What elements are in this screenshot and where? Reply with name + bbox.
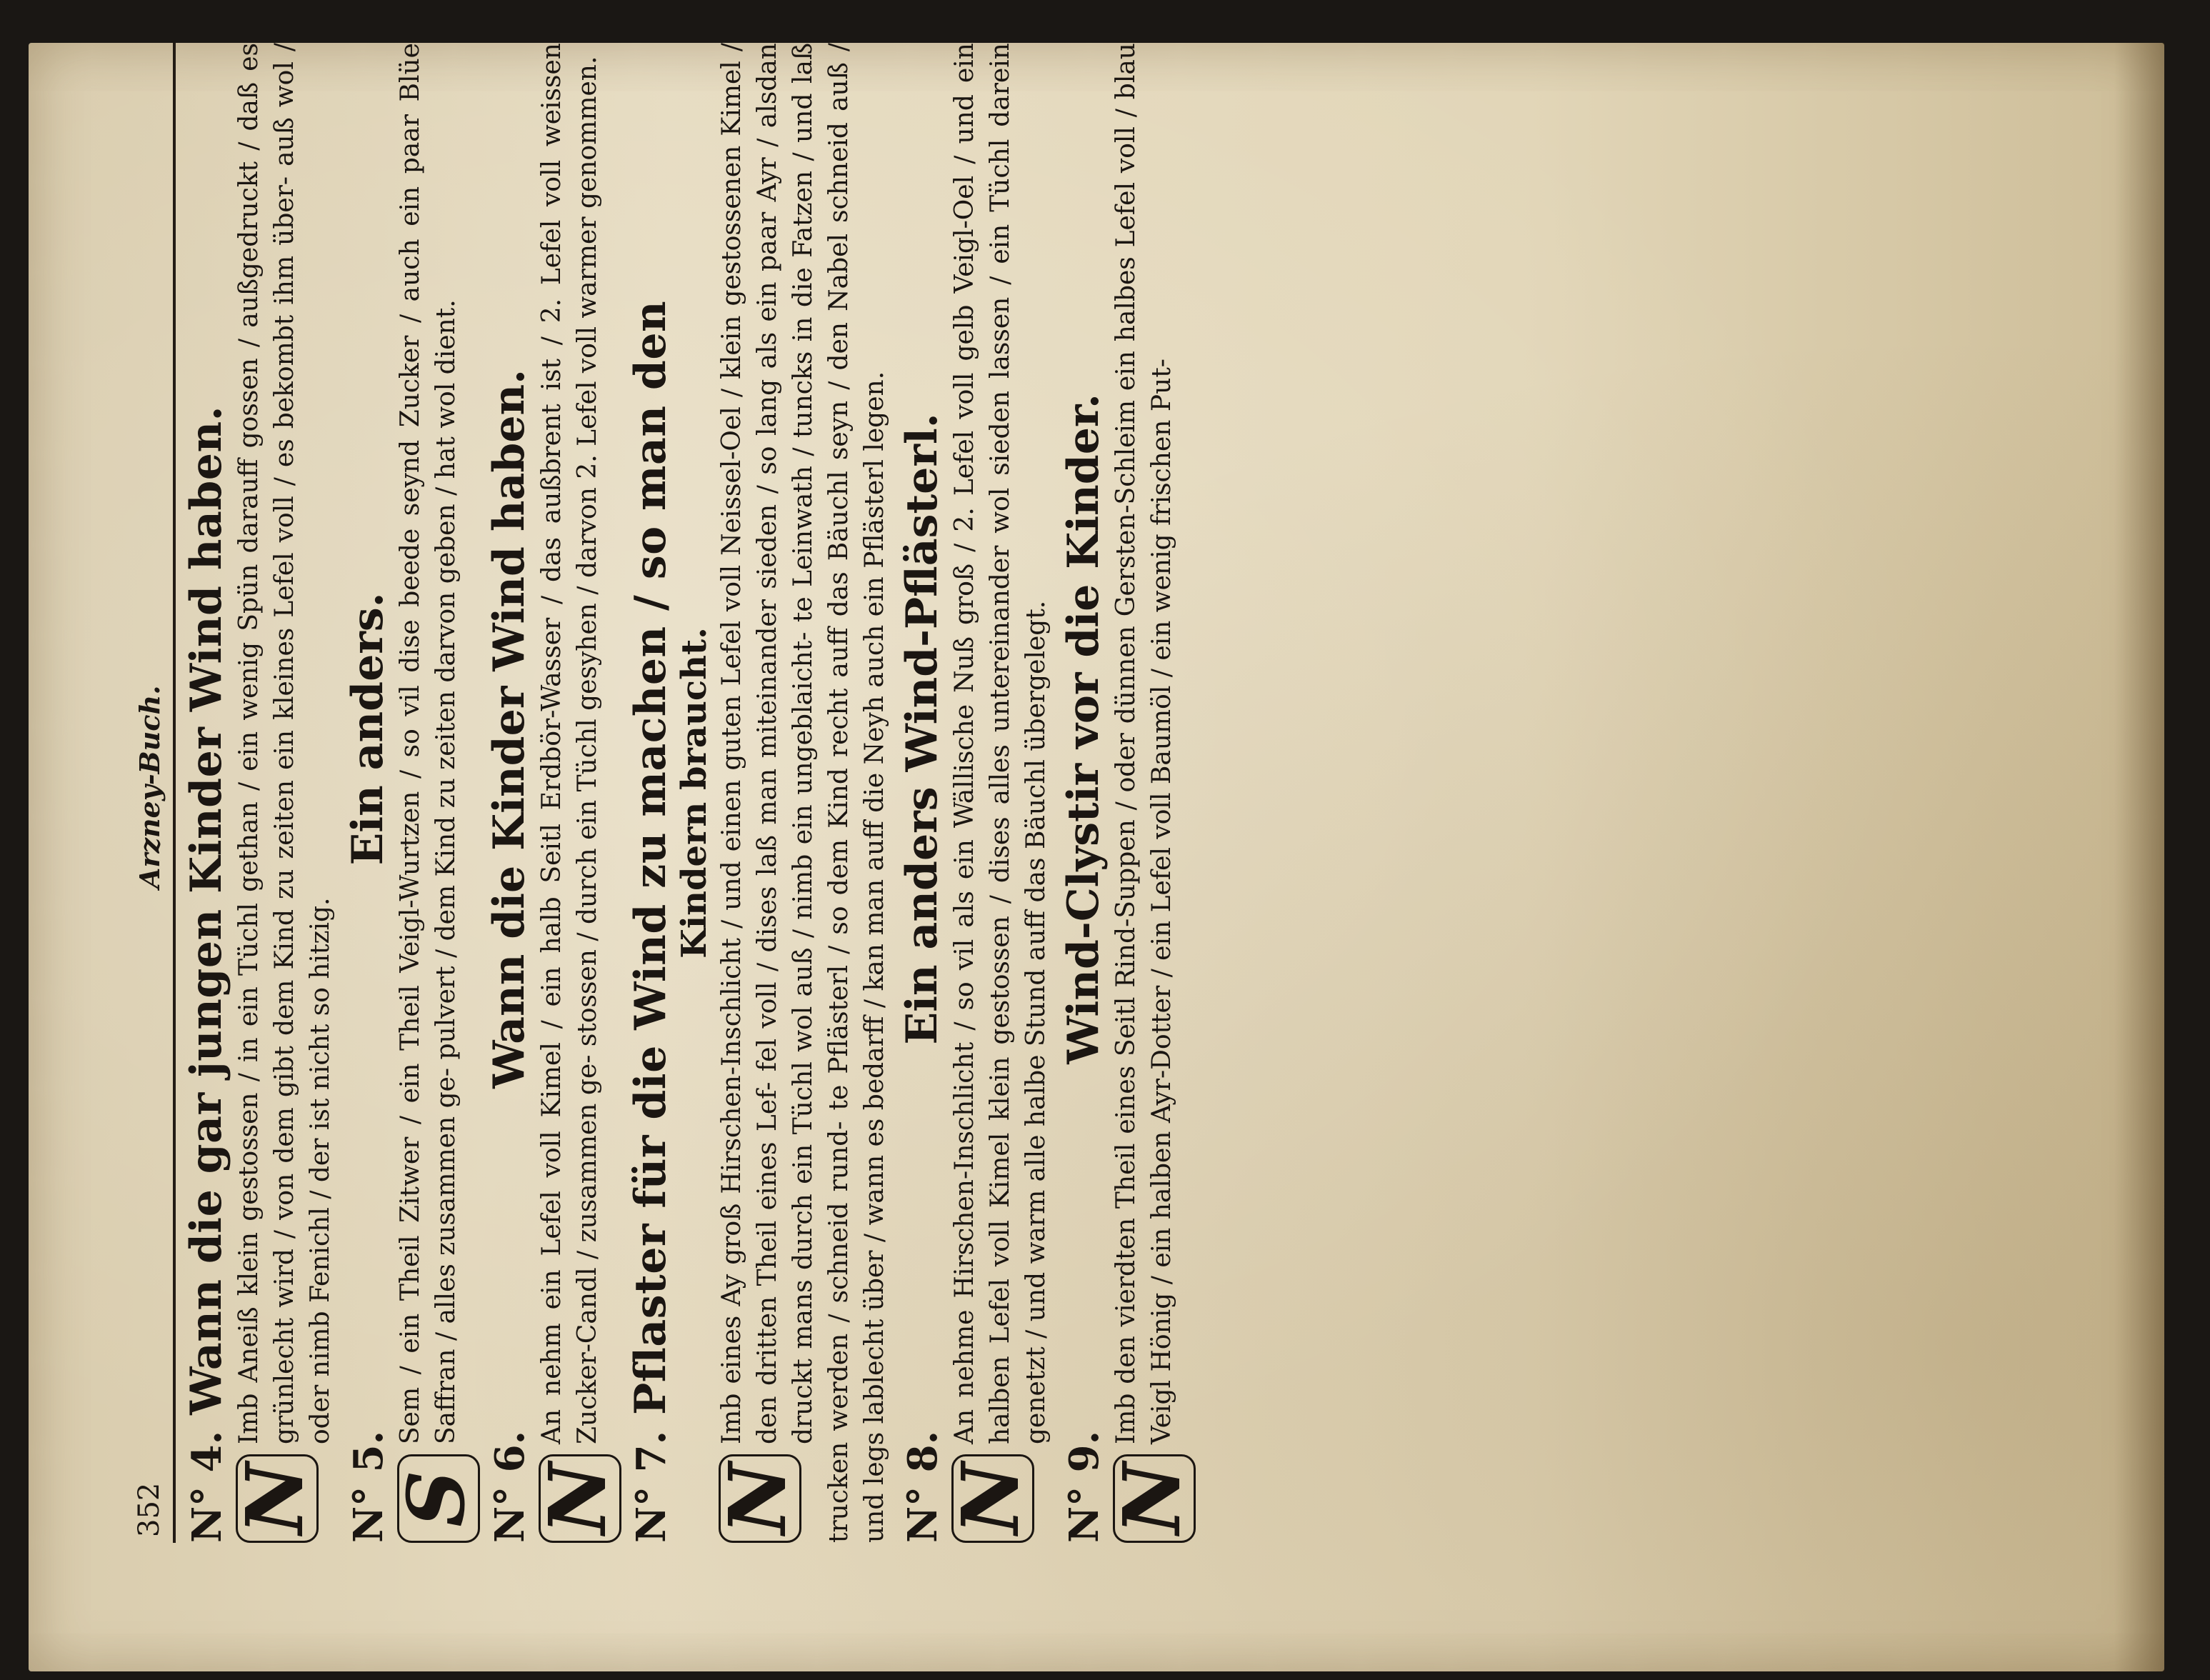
paragraph-text: An nehme Hirschen-Inschlicht / so vil als ein Wällische Nuß groß / 2. Lefel voll gelb Veigl-Oel / und ein halben Lefel voll Kimel klein gestossen / dises alles untereinander wol sieden lassen / ein Tüchl darein genetzt / und warm alle halbe Stund auff das Bäuchl übergelegt.	[950, 43, 1051, 1444]
entry-title: Pflaster für die Wind zu machen / so man den	[626, 300, 676, 1415]
running-title: Arzney-Buch.	[134, 685, 166, 889]
dropcap-initial: N	[719, 1454, 801, 1543]
entry-6-heading	[484, 43, 534, 1543]
entry-5-heading	[343, 43, 393, 1543]
entry-4	[181, 43, 339, 1543]
entry-7-heading	[626, 43, 676, 1543]
entry-7	[626, 43, 893, 1543]
entry-number: N° 7.	[628, 1430, 675, 1543]
page-number: 352	[133, 1482, 166, 1537]
dropcap-initial: N	[1113, 1454, 1196, 1543]
entry-4-text	[231, 43, 339, 1543]
dropcap-initial: N	[951, 1454, 1034, 1543]
entry-title: Ein anders.	[343, 592, 393, 866]
entry-8-heading	[897, 43, 947, 1543]
running-head	[120, 43, 170, 1543]
paragraph-text: Imb eines Ay groß Hirschen-Inschlicht / und einen guten Lefel voll Neissel-Oel / klein gestossenen Kimel / den dritten Theil eines Lef- fel voll / dises laß man miteinander sieden / so lang als ein paar Ayr / alsdan druckt mans durch ein Tüchl wol auß / nimb ein ungeblaicht- te Leinwath / tuncks in die Fatzen / und laß trucken werden / schneid rund- te Pflästerl / so dem Kind recht auff das Bäuchl seyn / den Nabel schneid auß / und legs lablecht über / wann es bedarff / kan man auff die Neyh auch ein Pflästerl legen.	[717, 43, 889, 1543]
entry-7-text	[711, 43, 893, 1543]
entry-5-text	[390, 43, 482, 1543]
dropcap-initial: N	[539, 1454, 621, 1543]
entry-title: Ein anders Wind-Pflästerl.	[897, 413, 947, 1045]
entry-number: N° 6.	[486, 1430, 534, 1543]
entry-title-continued: Kindern braucht.	[674, 627, 714, 959]
dropcap-initial: S	[397, 1454, 480, 1543]
entry-9	[1059, 43, 1196, 1543]
entry-number: N° 8.	[899, 1430, 946, 1543]
entry-6	[484, 43, 624, 1543]
book-page	[29, 43, 2164, 1671]
entry-4-heading	[181, 43, 231, 1543]
entry-8	[897, 43, 1054, 1543]
header-rule	[173, 43, 176, 1543]
rotated-page-text	[120, 43, 2177, 1543]
entry-6-text	[531, 43, 624, 1543]
entry-number: N° 4.	[184, 1430, 231, 1543]
entry-9-text	[1106, 43, 1198, 1543]
paragraph-text: An nehm ein Lefel voll Kimel / ein halb Seitl Erdbör-Wasser / das außbrent ist / 2. Lefel voll weissen Zucker-Candl / zusammen ge- stossen / durch ein Tüchl gesyhen / darvon 2. Lefel voll warmer genommen.	[537, 43, 602, 1444]
entry-title: Wann die gar jungen Kinder Wind haben.	[181, 406, 231, 1415]
entry-title: Wind-Clystir vor die Kinder.	[1059, 394, 1109, 1064]
entry-9-heading	[1059, 43, 1109, 1543]
entry-number: N° 9.	[1061, 1430, 1108, 1543]
paragraph-text: Sem / ein Theil Zitwer / ein Theil Veigl-Wurtzen / so vil dise beede seynd Zucker / auch ein paar Blüe Saffran / alles zusammen ge- pulvert / dem Kind zu zeiten darvon geben / hat wol dient.	[396, 43, 461, 1444]
entry-title: Wann die Kinder Wind haben.	[484, 369, 534, 1089]
entry-5	[343, 43, 480, 1543]
paragraph-text: Imb den vierdten Theil eines Seitl Rind-Suppen / oder dünnen Gersten-Schleim ein halbes Lefel voll / blau Veigl Hönig / ein halben Ayr-Dotter / ein Lefel voll Baumöl / ein wenig frischen Put-	[1111, 43, 1176, 1444]
entry-number: N° 5.	[345, 1430, 392, 1543]
paragraph-text: Imb Aneiß klein gestossen / in ein Tüchl gethan / ein wenig Spün darauff gossen / außgedruckt / daß es grünlecht wird / von dem gibt dem Kind zu zeiten ein kleines Lefel voll / es bekombt ihm über- auß wol / oder nimb Fenichl / der ist nicht so hitzig.	[234, 43, 335, 1444]
entry-8-text	[944, 43, 1054, 1543]
dropcap-initial: N	[236, 1454, 319, 1543]
